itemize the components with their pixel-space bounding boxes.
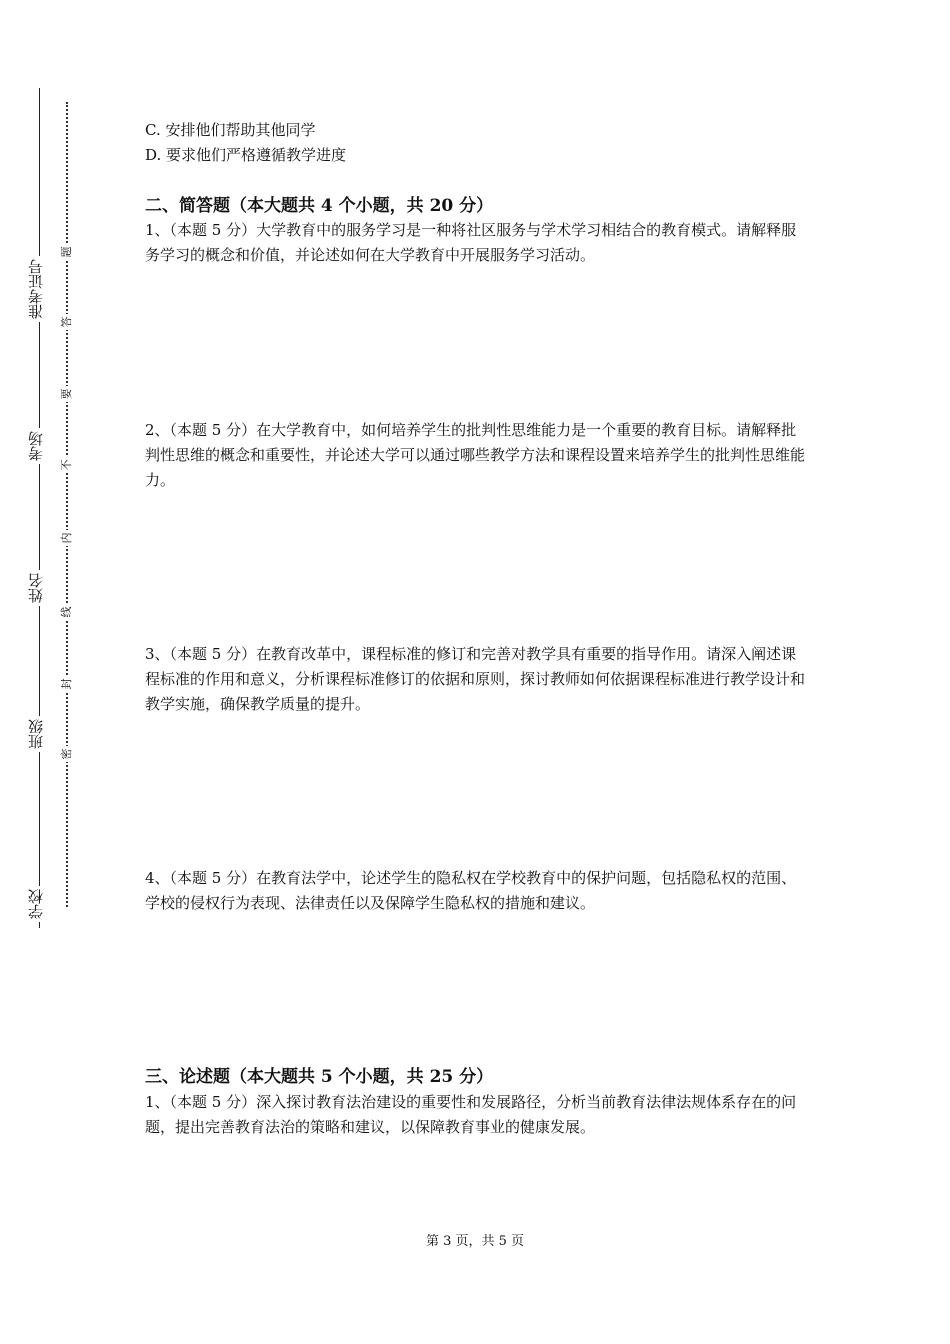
section2-title: 二、简答题（本大题共 4 个小题，共 20 分） [145, 196, 494, 216]
section2-question-4: 4、（本题 5 分）在教育法学中，论述学生的隐私权在学校教育中的保护问题，包括隐私权的范围、学校的侵权行为表现、法律责任以及保障学生隐私权的措施和建议。 [145, 869, 797, 912]
section2-question-1: 1、（本题 5 分）大学教育中的服务学习是一种将社区服务与学术学习相结合的教育模式。请解释服务学习的概念和价值，并论述如何在大学教育中开展服务学习活动。 [145, 221, 797, 264]
option-c: C. 安排他们帮助其他同学 [145, 121, 316, 139]
seal-dotted-line [66, 102, 68, 907]
seal-line [60, 102, 74, 907]
seal-char: 线 [59, 604, 75, 620]
page-number: 第 3 页，共 5 页 [425, 1234, 525, 1249]
seal-char: 内 [59, 530, 75, 546]
seal-char: 不 [59, 457, 75, 473]
class-field: 班级 [28, 716, 52, 752]
section2-question-2: 2、（本题 5 分）在大学教育中，如何培养学生的批判性思维能力是一个重要的教育目标。请解释批判性思维的概念和重要性，并论述大学可以通过哪些教学方法和课程设置来培养学生的批判性思维能力。 [145, 421, 806, 489]
seal-char: 密 [59, 746, 75, 762]
seal-char: 题 [59, 244, 75, 260]
binding-margin-fields [27, 88, 46, 928]
section3-question-1: 1、（本题 5 分）深入探讨教育法治建设的重要性和发展路径，分析当前教育法律法规体系存在的问题，提出完善教育法治的策略和建议，以保障教育事业的健康发展。 [145, 1093, 797, 1136]
exam-id-field: 准考证号 [28, 256, 52, 322]
seal-char: 答 [59, 314, 75, 330]
name-field: 姓名 [28, 570, 52, 606]
section3-title: 三、论述题（本大题共 5 个小题，共 25 分） [145, 1067, 494, 1087]
exam-room-field: 考场 [28, 428, 52, 464]
section2-question-3: 3、（本题 5 分）在教育改革中，课程标准的修订和完善对教学具有重要的指导作用。请深入阐述课程标准的作用和意义，分析课程标准修订的依据和原则，探讨教师如何依据课程标准进行教学设计和教学实施，确保教学质量的提升。 [145, 645, 806, 713]
option-d: D. 要求他们严格遵循教学进度 [145, 146, 347, 164]
binding-solid-line [39, 88, 40, 928]
seal-char: 要 [59, 386, 75, 402]
school-field: 学校 [28, 886, 52, 922]
seal-char: 封 [59, 676, 75, 692]
